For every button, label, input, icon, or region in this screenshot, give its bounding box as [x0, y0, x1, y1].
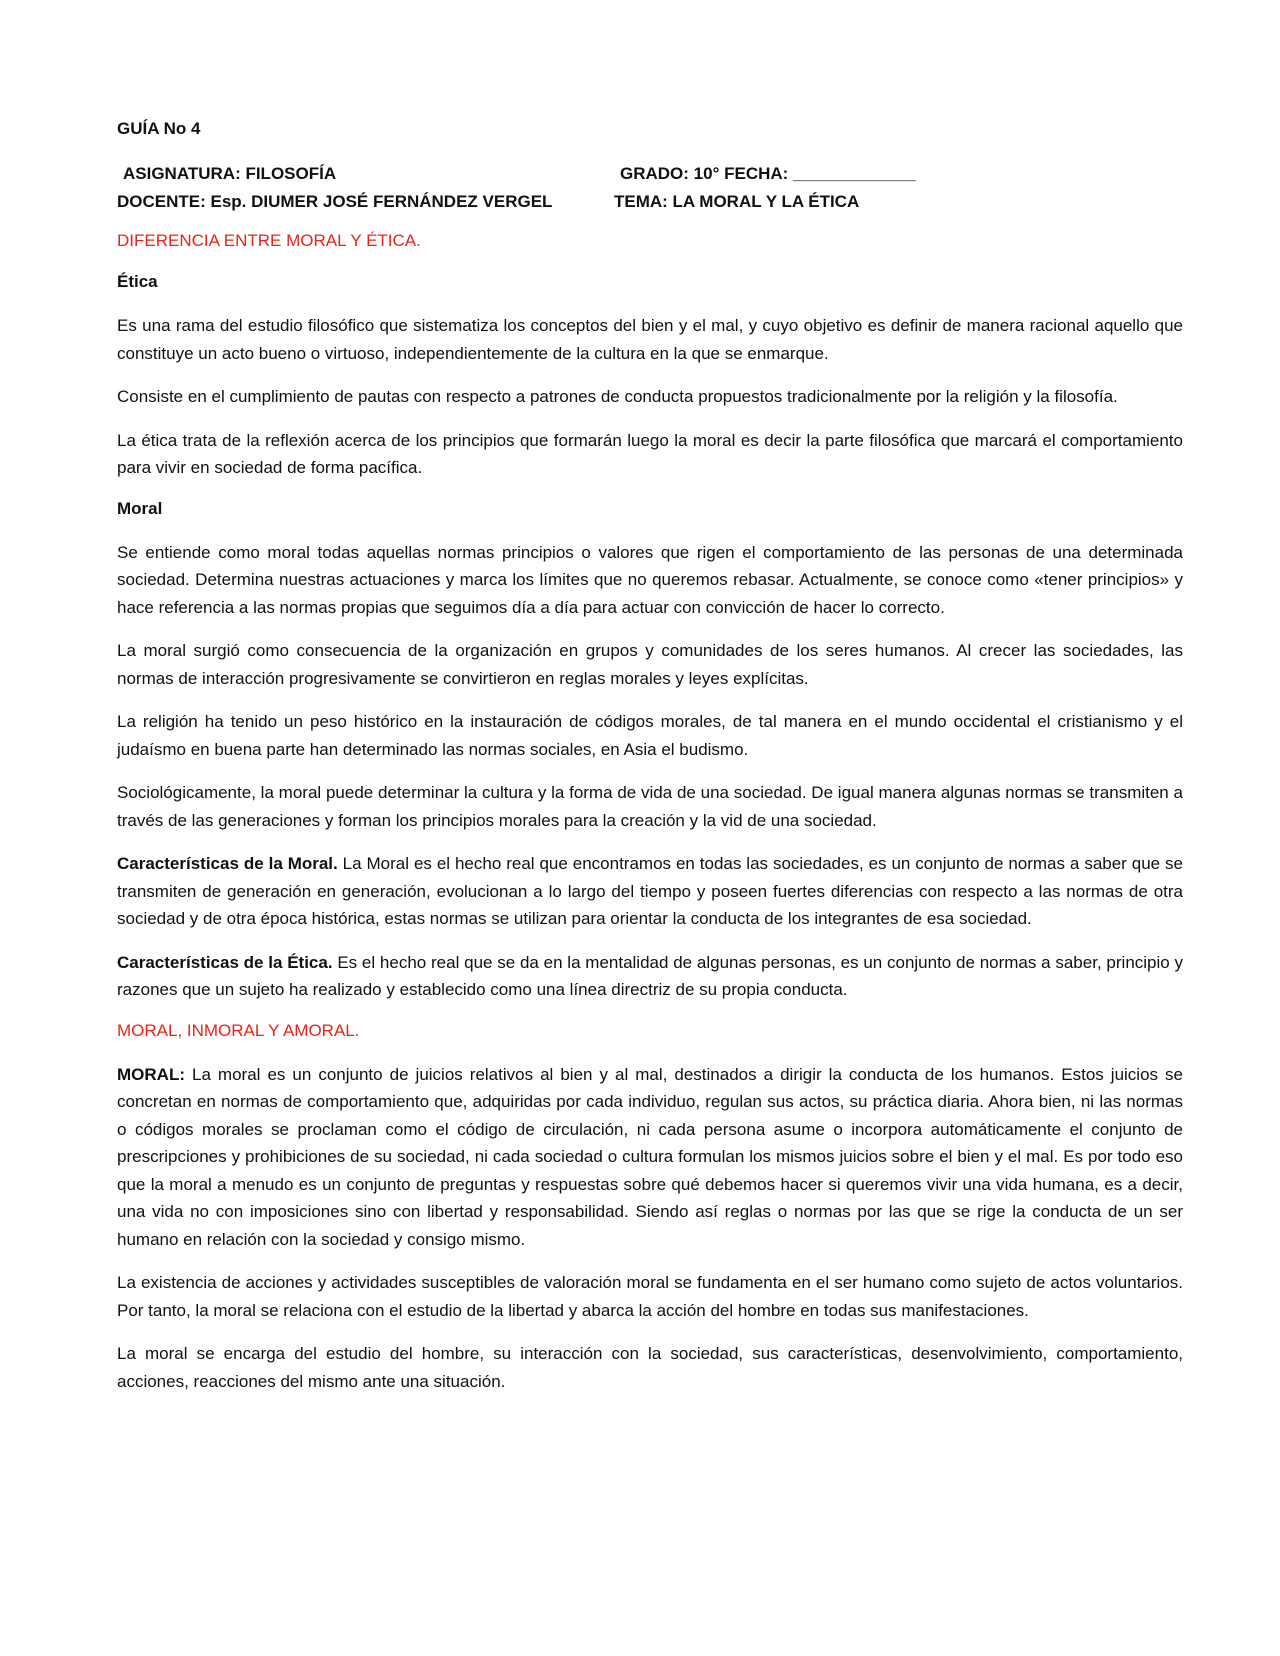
characteristics-moral-text: La Moral es el hecho real que encontramos en todas las sociedades, es un conjunto de normas a saber que se transmiten de generación en generación, evolucionan a lo largo del tiempo y poseen fuertes diferencias con respecto a las normas de otra sociedad y de otra época histórica, estas normas se utilizan para orientar la conducta de los integrantes de esa sociedad.: [117, 854, 1183, 928]
moral-definition-text: La moral es un conjunto de juicios relativos al bien y al mal, destinados a dirigir la conducta de los humanos. Estos juicios se concretan en normas de comportamiento que, adquiridas por cada individuo, regulan sus actos, su práctica diaria. Ahora bien, ni las normas o códigos morales se proclaman como el código de circulación, ni cada persona asume o incorpora automáticamente el conjunto de prescripciones y prohibiciones de su sociedad, ni cada sociedad o cultura formulan los mismos juicios sobre el bien y el mal. Es por todo eso que la moral a menudo es un conjunto de preguntas y respuestas sobre qué debemos hacer si queremos vivir una vida humana, es a decir, una vida no con imposiciones sino con libertad y responsabilidad. Siendo así reglas o normas por las que se rige la conducta de un ser humano en relación con la sociedad y consigo mismo.: [117, 1064, 1183, 1249]
characteristics-etica-label: Características de la Ética.: [117, 952, 333, 972]
section-heading-moral-inmoral-amoral: MORAL, INMORAL Y AMORAL.: [117, 1020, 360, 1040]
guide-title: GUÍA No 4: [117, 119, 201, 138]
paragraph-moral-study-of-man: La moral se encarga del estudio del hombre, su interacción con la sociedad, sus características, desenvolvimiento, comportamiento, acciones, reacciones del mismo ante una situación.: [117, 1344, 1183, 1391]
paragraph-moral-2: La moral surgió como consecuencia de la organización en grupos y comunidades de los seres humanos. Al crecer las sociedades, las normas de interacción progresivamente se convirtieron en reglas morales y leyes explícitas.: [117, 641, 1183, 688]
characteristics-moral-label: Características de la Moral.: [117, 854, 338, 873]
document-page: [117, 118, 1183, 1411]
teacher-label: DOCENTE: Esp. DIUMER JOSÉ FERNÁNDEZ VERGEL: [117, 192, 553, 211]
subject-label: ASIGNATURA: FILOSOFÍA: [123, 164, 337, 183]
document-header: [117, 160, 1183, 216]
paragraph-characteristics-etica: [117, 949, 1183, 1004]
paragraph-etica-2: Consiste en el cumplimiento de pautas con respecto a patrones de conducta propuestos tradicionalmente por la religión y la filosofía.: [117, 387, 1118, 406]
subheading-moral: Moral: [117, 498, 163, 518]
paragraph-etica-3: La ética trata de la reflexión acerca de los principios que formarán luego la moral es decir la parte filosófica que marcará el comportamiento para vivir en sociedad de forma pacífica.: [117, 430, 1183, 477]
subheading-etica: Ética: [117, 272, 158, 291]
paragraph-moral-definition: [117, 1061, 1183, 1254]
grade-date-label: GRADO: 10° FECHA: _____________: [620, 164, 916, 183]
paragraph-moral-1: Se entiende como moral todas aquellas normas principios o valores que rigen el comportamiento de las personas de una determinada sociedad. Determina nuestras actuaciones y marca los límites que no queremos rebasar. Actualmente, se conoce como «tener principios» y hace referencia a las normas propias que seguimos día a día para actuar con convicción de hacer lo correcto.: [117, 542, 1183, 617]
moral-definition-label: MORAL:: [117, 1064, 185, 1084]
paragraph-characteristics-moral: [117, 850, 1183, 933]
paragraph-moral-4: Sociológicamente, la moral puede determinar la cultura y la forma de vida de una sociedad. De igual manera algunas normas se transmiten a través de las generaciones y forman los principios morales para la creación y la vid de una sociedad.: [117, 783, 1183, 830]
paragraph-moral-3: La religión ha tenido un peso histórico en la instauración de códigos morales, de tal manera en el mundo occidental el cristianismo y el judaísmo en buena parte han determinado las normas sociales, en Asia el budismo.: [117, 712, 1183, 759]
section-heading-difference: DIFERENCIA ENTRE MORAL Y ÉTICA.: [117, 231, 421, 250]
paragraph-etica-1: Es una rama del estudio filosófico que sistematiza los conceptos del bien y el mal, y cuyo objetivo es definir de manera racional aquello que constituye un acto bueno o virtuoso, independientemente de la cultura en la que se enmarque.: [117, 316, 1183, 363]
topic-label: TEMA: LA MORAL Y LA ÉTICA: [614, 192, 860, 211]
paragraph-moral-voluntary-acts: La existencia de acciones y actividades susceptibles de valoración moral se fundamenta en el ser humano como sujeto de actos voluntarios. Por tanto, la moral se relaciona con el estudio de la libertad y abarca la acción del hombre en todas sus manifestaciones.: [117, 1273, 1183, 1320]
characteristics-etica-text: Es el hecho real que se da en la mentalidad de algunas personas, es un conjunto de normas a saber, principio y razones que un sujeto ha realizado y establecido como una línea directriz de su propia conducta.: [117, 952, 1183, 999]
